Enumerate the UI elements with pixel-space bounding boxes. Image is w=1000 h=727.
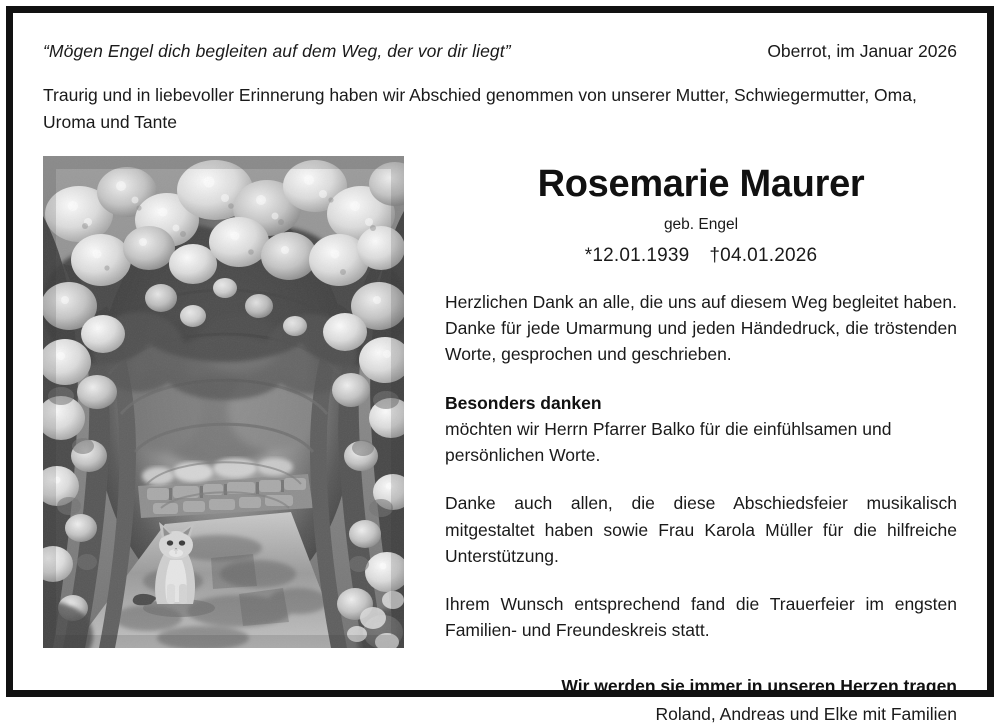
- death-date: †04.01.2026: [709, 244, 818, 266]
- special-thanks-body: möchten wir Herrn Pfarrer Balko für die einfühlsamen und persönlichen Worte.: [445, 418, 892, 466]
- notice-content: [13, 13, 987, 725]
- mourning-border: [6, 6, 994, 725]
- signature-block: [445, 674, 957, 727]
- paragraph-funeral: Ihrem Wunsch entsprechend fand die Trauerfeier im engsten Familien- und Freundeskreis statt.: [445, 594, 957, 641]
- paragraph-special-thanks: [445, 390, 957, 469]
- life-dates: [445, 245, 957, 267]
- paragraph-music-thanks: Danke auch allen, die diese Abschiedsfeier musikalisch mitgestaltet haben sowie Frau Karola Müller für die hilfreiche Unterstützung.: [445, 493, 957, 566]
- paragraph-thanks: Herzlichen Dank an alle, die uns auf diesem Weg begleitet haben. Danke für jede Umarmung und jeden Händedruck, die tröstenden Worte, gesprochen und geschrieben.: [445, 291, 957, 365]
- motto-quote: “Mögen Engel dich begleiten auf dem Weg, der vor dir liegt”: [43, 41, 511, 61]
- rose-arch-photo-graphic: [43, 156, 404, 648]
- maiden-name: geb. Engel: [663, 215, 739, 233]
- special-thanks-heading: Besonders danken: [445, 392, 602, 413]
- closing-line: Wir werden sie immer in unseren Herzen tragen: [561, 675, 957, 696]
- place-and-date: Oberrot, im Januar 2026: [767, 41, 957, 61]
- deceased-name: Rosemarie Maurer: [537, 163, 865, 206]
- birth-date: *12.01.1939: [584, 244, 690, 266]
- obituary-text-column: [445, 156, 957, 727]
- signatories: Roland, Andreas und Elke mit Familien: [655, 704, 957, 725]
- notice-body: [43, 156, 957, 727]
- memorial-photo: [43, 156, 404, 648]
- intro-text: Traurig und in liebevoller Erinnerung haben wir Abschied genommen von unserer Mutter, Schwiegermutter, Oma, Uroma und Tante: [43, 85, 917, 132]
- notice-header: [43, 41, 957, 62]
